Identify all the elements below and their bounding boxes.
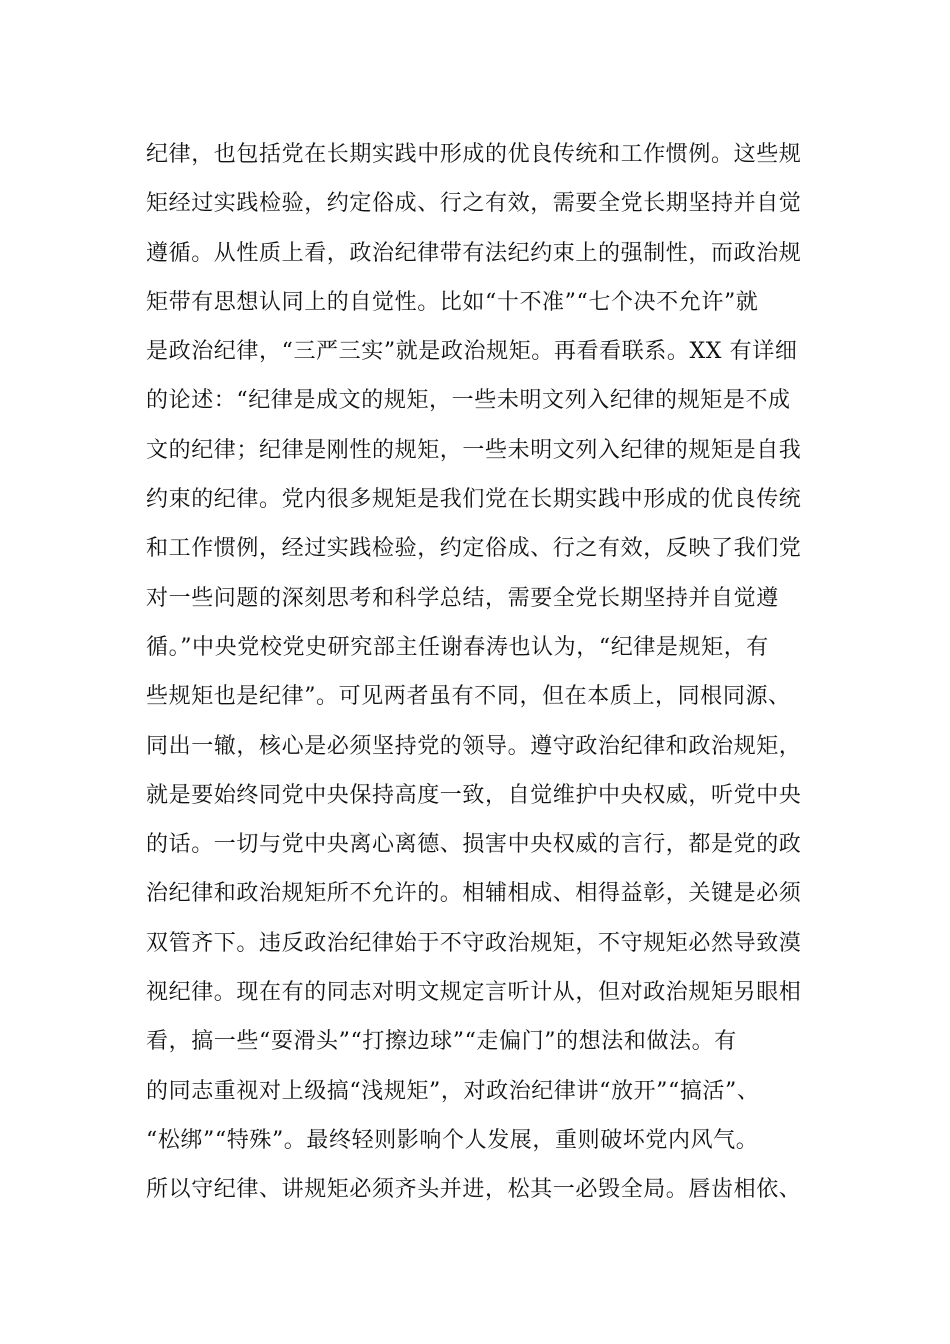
- text-line-19: 看，搞一些“耍滑头”“打擦边球”“走偏门”的想法和做法。有: [146, 1029, 737, 1055]
- text-line-4: 矩带有思想认同上的自觉性。比如“十不准”“七个决不允许”就: [146, 289, 759, 315]
- text-line-5: 是政治纪律，“三严三实”就是政治规矩。再看看联系。XX 有详细: [146, 339, 798, 365]
- text-line-17: 双管齐下。违反政治纪律始于不守政治规矩，不守规矩必然导致漠: [146, 930, 802, 956]
- text-line-11: 循。”中央党校党史研究部主任谢春涛也认为，“纪律是规矩，有: [146, 634, 769, 660]
- text-line-6: 的论述：“纪律是成文的规矩，一些未明文列入纪律的规矩是不成: [146, 388, 791, 414]
- text-line-3: 遵循。从性质上看，政治纪律带有法纪约束上的强制性，而政治规: [146, 240, 802, 266]
- body-text: [146, 130, 826, 1215]
- text-line-22: 所以守纪律、讲规矩必须齐头并进，松其一必毁全局。唇齿相依、: [146, 1177, 802, 1203]
- text-line-1: 纪律，也包括党在长期实践中形成的优良传统和工作惯例。这些规: [146, 142, 802, 167]
- text-line-13: 同出一辙，核心是必须坚持党的领导。遵守政治纪律和政治规矩，: [146, 733, 802, 759]
- text-line-15: 的话。一切与党中央离心离德、损害中央权威的言行，都是党的政: [146, 832, 802, 858]
- text-line-20: 的同志重视对上级搞“浅规矩”，对政治纪律讲“放开”“搞活”、: [146, 1078, 760, 1104]
- text-line-12: 些规矩也是纪律”。可见两者虽有不同，但在本质上，同根同源、: [146, 684, 791, 710]
- text-line-21: “松绑”“特殊”。最终轻则影响个人发展，重则破坏党内风气。: [146, 1127, 759, 1153]
- text-line-16: 治纪律和政治规矩所不允许的。相辅相成、相得益彰，关键是必须: [146, 881, 802, 907]
- text-line-9: 和工作惯例，经过实践检验，约定俗成、行之有效，反映了我们党: [146, 536, 802, 562]
- text-line-14: 就是要始终同党中央保持高度一致，自觉维护中央权威，听党中央: [146, 782, 802, 808]
- text-line-2: 矩经过实践检验，约定俗成、行之有效，需要全党长期坚持并自觉: [146, 191, 802, 217]
- text-line-18: 视纪律。现在有的同志对明文规定言听计从，但对政治规矩另眼相: [146, 980, 802, 1006]
- text-line-10: 对一些问题的深刻思考和科学总结，需要全党长期坚持并自觉遵: [146, 585, 779, 611]
- text-line-7: 文的纪律；纪律是刚性的规矩，一些未明文列入纪律的规矩是自我: [146, 437, 802, 463]
- text-line-8: 约束的纪律。党内很多规矩是我们党在长期实践中形成的优良传统: [146, 487, 802, 513]
